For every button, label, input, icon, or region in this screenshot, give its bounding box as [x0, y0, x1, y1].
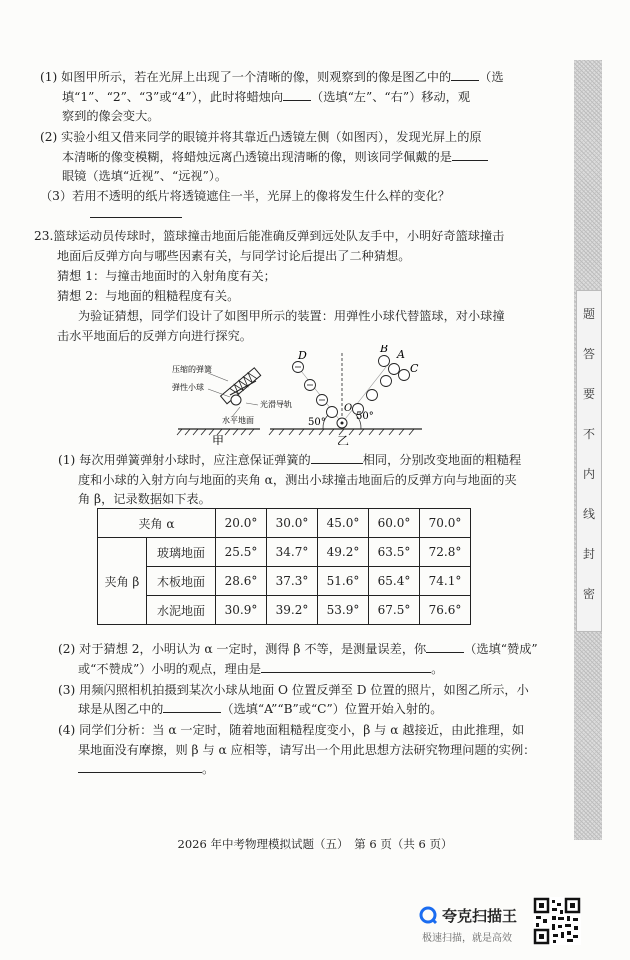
- scanner-logo-icon: [418, 905, 438, 925]
- binding-char: 题: [582, 307, 595, 321]
- q22-part3-line: （3）若用不透明的纸片将透镜遮住一半，光屏上的像将发生什么样的变化？: [40, 189, 450, 203]
- q23-s2-line1: (2) 对于猜想 2，小明认为 α 一定时，测得 β 不等，是测量误差，你 （选填“赞成”: [58, 642, 538, 656]
- q22-part1-line3: 察到的像会变大。: [62, 109, 160, 123]
- label-rail: 光滑导轨: [260, 400, 292, 409]
- q22-part1-line1: (1) 如图甲所示，若在光屏上出现了一个清晰的像，则观察到的像是图乙中的 （选: [40, 70, 504, 84]
- answer-blank[interactable]: [426, 640, 464, 653]
- table-row-alpha: [98, 509, 471, 538]
- table-cell: 34.7°: [267, 538, 318, 567]
- table-header-beta: 夹角 β: [98, 538, 147, 625]
- table-cell: 51.6°: [318, 567, 369, 596]
- q23-s2-line2: 或“不赞成”）小明的观点，理由是 。: [78, 662, 444, 676]
- q23-intro-line2: 地面后反弹方向与哪些因素有关，与同学讨论后提出了二种猜想。: [57, 249, 411, 263]
- table-cell: 53.9°: [318, 596, 369, 625]
- table-row-label: 玻璃地面: [147, 538, 216, 567]
- q23-s4-line2: 果地面没有摩擦，则 β 与 α 应相等，请写出一个用此思想方法研究物理问题的实例：: [78, 743, 536, 757]
- q23-s3-line2: 球是从图乙中的 （选填“A”“B”或“C”）位置开始入射的。: [78, 702, 443, 716]
- q23-s1-line1: (1) 每次用弹簧弹射小球时，应注意保证弹簧的 相同，分别改变地面的粗糙程: [58, 453, 522, 467]
- data-table: [97, 508, 471, 625]
- table-cell: 67.5°: [369, 596, 420, 625]
- elastic-ball: [231, 395, 241, 405]
- answer-blank[interactable]: [261, 660, 431, 673]
- label-D: D: [298, 349, 307, 362]
- binding-char: 答: [582, 347, 595, 361]
- answer-blank[interactable]: [78, 760, 202, 773]
- brand-name: 夸克扫描王: [442, 907, 518, 925]
- table-cell: 30.0°: [267, 509, 318, 538]
- q23-intro-line1: 23.篮球运动员传球时，篮球撞击地面后能准确反弹到远处队友手中，小明好奇篮球撞击: [34, 229, 505, 243]
- figure-yi: [269, 345, 422, 445]
- q22-part2-line3: 眼镜（选填“近视”、“远视”）。: [62, 169, 228, 183]
- answer-blank[interactable]: [163, 700, 221, 713]
- label-O: O: [344, 403, 353, 414]
- answer-blank[interactable]: [311, 451, 363, 464]
- q23-setup-line2: 击水平地面后的反弹方向进行探究。: [57, 329, 252, 343]
- table-header-alpha: 夹角 α: [98, 509, 216, 538]
- binding-notice: [576, 290, 602, 632]
- q23-s1-line3: 角 β，记录数据如下表。: [78, 492, 211, 506]
- table-row: [98, 567, 471, 596]
- table-row-label: 水泥地面: [147, 596, 216, 625]
- table-cell: 76.6°: [420, 596, 471, 625]
- figure-jia: [172, 364, 292, 445]
- q22-part2-line2: 本清晰的像变模糊，将蜡烛远离凸透镜出现清晰的像，则该同学佩戴的是: [62, 148, 582, 166]
- label-A: A: [397, 348, 405, 361]
- qr-code-icon: [533, 897, 581, 945]
- binding-char: 线: [582, 507, 595, 521]
- binding-char: 要: [582, 387, 595, 401]
- table-cell: 63.5°: [369, 538, 420, 567]
- binding-char: 封: [582, 547, 595, 561]
- table-cell: 45.0°: [318, 509, 369, 538]
- table-row-label: 木板地面: [147, 567, 216, 596]
- q23-setup-line1: 为验证猜想，同学们设计了如图甲所示的装置：用弹性小球代替篮球，对小球撞: [78, 309, 505, 323]
- q23-guess2: 猜想 2：与地面的粗糙程度有关。: [57, 289, 240, 303]
- label-ground: 水平地面: [222, 416, 254, 425]
- answer-blank[interactable]: [451, 68, 479, 81]
- angle-left: 50°: [308, 417, 326, 428]
- label-yi: 乙: [337, 434, 350, 445]
- q22-part1-line2: 填“1”、“2”、“3”或“4”），此时将蜡烛向 （选填“左”、“右”）移动，观: [62, 90, 471, 104]
- table-cell: 60.0°: [369, 509, 420, 538]
- binding-char: 密: [582, 587, 595, 601]
- q23-s4-line1: (4) 同学们分析：当 α 一定时，随着地面粗糙程度变小，β 与 α 越接近，由此推理，如: [58, 723, 525, 737]
- q23-s1-line2: 度和小球的入射方向与地面的夹角 α，测出小球撞击地面后的反弹方向与地面的夹: [78, 473, 517, 487]
- answer-blank[interactable]: [90, 205, 182, 218]
- binding-char: 不: [582, 427, 595, 441]
- q23-s4-line3: 。: [78, 760, 598, 778]
- angle-right: 50°: [356, 411, 374, 422]
- table-cell: 28.6°: [216, 567, 267, 596]
- label-spring: 压缩的弹簧: [172, 365, 212, 374]
- table-cell: 74.1°: [420, 567, 471, 596]
- table-cell: 30.9°: [216, 596, 267, 625]
- page-footer: 2026 年中考物理模拟试题（五） 第 6 页（共 6 页）: [177, 837, 453, 851]
- table-cell: 49.2°: [318, 538, 369, 567]
- scanner-brand: [418, 903, 533, 943]
- label-ball: 弹性小球: [172, 383, 204, 392]
- table-cell: 25.5°: [216, 538, 267, 567]
- q23-s3-line1: (3) 用频闪照相机拍摄到某次小球从地面 O 位置反弹至 D 位置的照片，如图乙所示，小: [58, 683, 529, 697]
- answer-blank[interactable]: [283, 88, 311, 101]
- answer-blank[interactable]: [452, 148, 488, 161]
- table-row: [98, 596, 471, 625]
- label-jia: 甲: [212, 434, 225, 445]
- q23-guess1: 猜想 1：与撞击地面时的入射角度有关；: [57, 269, 276, 283]
- table-cell: 37.3°: [267, 567, 318, 596]
- experiment-figure: [160, 345, 480, 445]
- q22-part2-line1: (2) 实验小组又借来同学的眼镜并将其靠近凸透镜左侧（如图丙），发现光屏上的原: [40, 130, 482, 144]
- label-B: B: [380, 345, 389, 355]
- binding-char: 内: [582, 467, 595, 481]
- table-row: [98, 538, 471, 567]
- table-cell: 39.2°: [267, 596, 318, 625]
- table-cell: 20.0°: [216, 509, 267, 538]
- table-cell: 72.8°: [420, 538, 471, 567]
- table-cell: 65.4°: [369, 567, 420, 596]
- table-cell: 70.0°: [420, 509, 471, 538]
- incident-balls: [353, 356, 410, 415]
- label-C: C: [410, 362, 419, 375]
- reflected-path: [293, 362, 338, 418]
- brand-slogan: 极速扫描，就是高效: [422, 933, 512, 944]
